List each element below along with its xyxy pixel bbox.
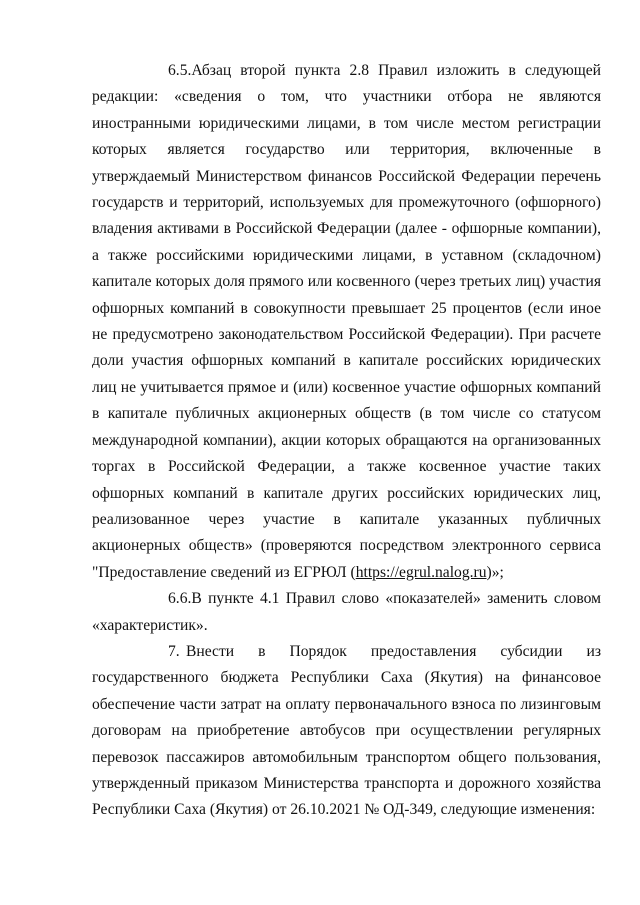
paragraph-tail: )»;	[486, 563, 504, 581]
paragraph-7	[92, 639, 601, 824]
paragraph-text: В пункте 4.1 Правил слово «показателей» заменить словом «характеристик».	[92, 590, 601, 634]
paragraph-number: 7.	[168, 642, 180, 660]
paragraph-text: Абзац второй пункта 2.8 Правил изложить в следующей редакции: «сведения о том, что участники отбора не являются иностранными юридическими лицами, в том числе местом регистрации которых является государство или территория, включенные в утверждаемый Министерством финансов Российской Федерации перечень государств и территорий, используемых для промежуточного (офшорного) владения активами в Российской Федерации (далее - офшорные компании), а также российскими юридическими лицами, в уставном (складочном) капитале которых доля прямого или косвенного (через третьих лиц) участия офшорных компаний в совокупности превышает 25 процентов (если иное не предусмотрено законодательством Российской Федерации). При расчете доли участия офшорных компаний в капитале российских юридических лиц не учитывается прямое и (или) косвенное участие офшорных компаний в капитале публичных акционерных обществ (в том числе со статусом международной компании), акции которых обращаются на организованных торгах в Российской Федерации, а также косвенное участие таких офшорных компаний в капитале других российских юридических лиц, реализованное через участие в капитале указанных публичных акционерных обществ» (проверяются посредством электронного сервиса "Предоставление сведений из ЕГРЮЛ (	[92, 62, 601, 581]
paragraph-6-5	[92, 58, 601, 586]
paragraph-number: 6.5.	[168, 62, 192, 79]
egrul-link[interactable]: https://egrul.nalog.ru	[355, 563, 487, 581]
paragraph-text: Внести в Порядок предоставления субсидии из государственного бюджета Республики Саха (Якутия) на финансовое обеспечение части затрат на оплату первоначального взноса по лизинговым договорам на приобретение автобусов при осуществлении регулярных перевозок пассажиров автомобильным транспортом общего пользования, утвержденный приказом Министерства транспорта и дорожного хозяйства Республики Саха (Якутия) от 26.10.2021 № ОД-349, следующие изменения:	[92, 642, 601, 819]
paragraph-number: 6.6.	[168, 590, 192, 608]
document-page	[92, 58, 601, 824]
paragraph-6-6	[92, 586, 601, 639]
